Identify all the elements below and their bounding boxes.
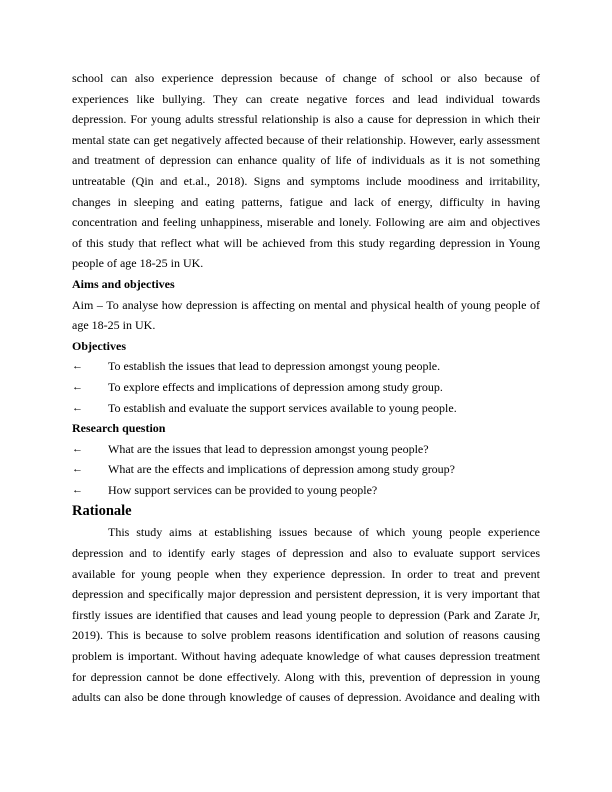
- research-question-text: What are the issues that lead to depression amongst young people?: [108, 441, 429, 456]
- aims-heading: Aims and objectives: [72, 276, 175, 291]
- arrow-left-icon: ←: [72, 380, 83, 393]
- arrow-left-icon: ←: [72, 442, 83, 455]
- list-item: [72, 398, 540, 419]
- research-question-text: How support services can be provided to young people?: [108, 482, 378, 497]
- research-questions-list: [72, 439, 540, 501]
- objective-text: To explore effects and implications of depression among study group.: [108, 379, 443, 394]
- rationale-paragraph: This study aims at establishing issues because of which young people experience depression and to identify early stages of depression and also to evaluate support services available for young people when they experience depression. In order to treat and prevent depression and specifically major depression and persistent depression, it is very important that firstly issues are identified that causes and lead young people to depression (Park and Zarate Jr, 2019). This is because to solve problem reasons identification and solution of reasons causing problem is important. Without having adequate knowledge of what causes depression treatment for depression cannot be done effectively. Along with this, prevention of depression in young adults can also be done through knowledge of causes of depression. Avoidance and dealing with: [72, 525, 540, 705]
- intro-paragraph: school can also experience depression because of change of school or also because of experiences like bullying. They can create negative forces and lead individual towards depression. For young adults stressful relationship is also a cause for depression in which their mental state can get negatively affected because of their relationship. However, early assessment and treatment of depression can enhance quality of life of individuals as it is not something untreatable (Qin and et.al., 2018). Signs and symptoms include moodiness and irritability, changes in sleeping and eating patterns, fatigue and lack of energy, difficulty in having concentration and feeling unhappiness, miserable and lonely. Following are aim and objectives of this study that reflect what will be achieved from this study regarding depression in Young people of age 18-25 in UK.: [72, 71, 540, 271]
- list-item: [72, 480, 540, 501]
- list-item: [72, 439, 540, 460]
- objective-text: To establish the issues that lead to depression amongst young people.: [108, 359, 441, 374]
- objectives-list: [72, 356, 540, 418]
- document-page: [72, 68, 540, 708]
- research-question-heading: Research question: [72, 421, 166, 436]
- objectives-heading: Objectives: [72, 338, 126, 353]
- aim-text: Aim – To analyse how depression is affecting on mental and physical health of young people of age 18-25 in UK.: [72, 297, 540, 333]
- objective-text: To establish and evaluate the support services available to young people.: [108, 400, 457, 415]
- arrow-left-icon: ←: [72, 360, 83, 373]
- arrow-left-icon: ←: [72, 483, 83, 496]
- list-item: [72, 356, 540, 377]
- list-item: [72, 377, 540, 398]
- research-question-text: What are the effects and implications of depression among study group?: [108, 462, 456, 477]
- rationale-heading: Rationale: [72, 503, 132, 520]
- arrow-left-icon: ←: [72, 401, 83, 414]
- list-item: [72, 459, 540, 480]
- arrow-left-icon: ←: [72, 463, 83, 476]
